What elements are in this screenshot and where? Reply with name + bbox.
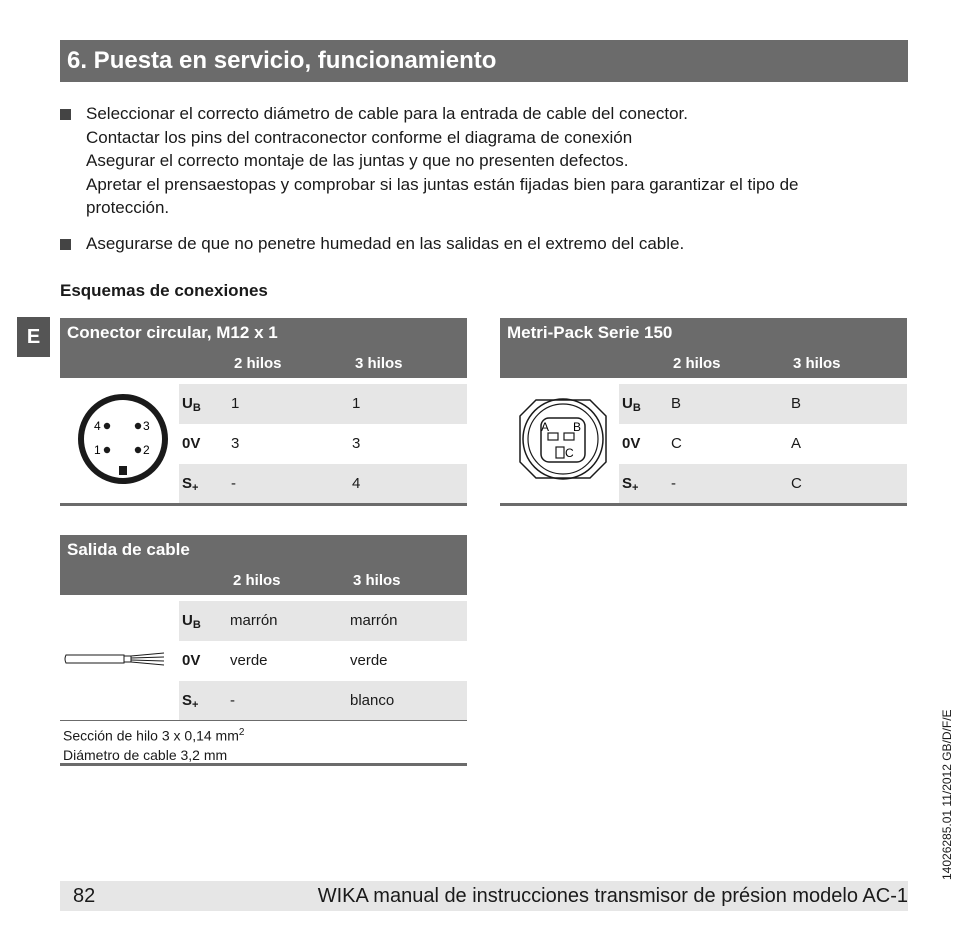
table-m12-connector — [60, 318, 467, 506]
table-row — [179, 464, 467, 504]
pin-label: 1 — [94, 443, 101, 457]
value-2-wires: - — [671, 475, 676, 492]
column-header-2-wires: 2 hilos — [233, 572, 281, 589]
pin-label: C — [565, 446, 574, 460]
table-row — [179, 681, 467, 721]
pin-4-dot — [104, 423, 110, 429]
value-3-wires: blanco — [350, 692, 395, 709]
table-header — [500, 318, 907, 378]
pin-2-dot — [135, 447, 141, 453]
column-header-3-wires: 3 hilos — [353, 572, 401, 589]
table-header — [60, 318, 467, 378]
value-2-wires: - — [230, 692, 235, 709]
table-bottom-rule — [60, 763, 467, 766]
cable-spec-note — [63, 723, 244, 765]
coding-key — [119, 466, 127, 475]
signal-symbol: $U_B$ — [182, 395, 201, 414]
cable-diagram — [64, 652, 168, 666]
table-cable-outlet — [60, 535, 467, 767]
value-3-wires: 3 — [352, 435, 361, 452]
table-metripack-connector — [500, 318, 907, 506]
footer-title: WIKA manual de instrucciones transmisor de présion modelo AC-1 — [317, 885, 908, 907]
column-header-2-wires: 2 hilos — [673, 355, 721, 372]
table-divider — [60, 720, 467, 721]
signal-symbol: 0V — [182, 435, 201, 452]
bullet-text — [86, 102, 886, 220]
document-id: 14026285.01 11/2012 GB/D/F/E — [940, 709, 954, 880]
pin-3-dot — [135, 423, 141, 429]
page-number: 82 — [73, 885, 96, 907]
table-row — [179, 641, 467, 681]
section-title: 6. Puesta en servicio, funcionamiento — [60, 40, 908, 82]
metripack-connector-diagram — [516, 396, 610, 482]
value-2-wires: B — [671, 395, 682, 412]
table-row — [179, 424, 467, 464]
bullet-item-2 — [60, 232, 890, 256]
table-title: Metri-Pack Serie 150 — [507, 323, 673, 342]
bullet-square-icon — [60, 109, 71, 120]
wire-section-line: Sección de hilo 3 x 0,14 $mm^2$ — [63, 727, 245, 744]
value-3-wires: A — [791, 435, 802, 452]
bullet-square-icon — [60, 239, 71, 250]
column-header-3-wires: 3 hilos — [793, 355, 841, 372]
table-row — [619, 384, 907, 424]
table-row — [619, 464, 907, 504]
value-2-wires: 1 — [231, 395, 240, 412]
bullet-line: Apretar el prensaestopas y comprobar si las juntas están fijadas bien para garantizar el tipo de — [86, 174, 799, 194]
signal-symbol: $S_+$ — [622, 475, 639, 494]
table-bottom-rule — [500, 503, 907, 506]
signal-symbol: $U_B$ — [182, 612, 201, 631]
value-2-wires: C — [671, 435, 682, 452]
table-row — [179, 601, 467, 641]
value-2-wires: 3 — [231, 435, 240, 452]
bullet-line: Asegurarse de que no penetre humedad en las salidas en el extremo del cable. — [86, 234, 685, 253]
signal-symbol: $S_+$ — [182, 475, 199, 494]
pin-label: 4 — [94, 419, 101, 433]
pin-1-dot — [104, 447, 110, 453]
pin-label: 2 — [143, 443, 150, 457]
m12-connector-diagram — [76, 392, 170, 486]
language-tab: E — [17, 317, 50, 357]
bullet-line: Seleccionar el correcto diámetro de cable para la entrada de cable del conector. — [86, 104, 688, 123]
value-3-wires: 4 — [352, 475, 361, 492]
signal-symbol: 0V — [182, 652, 201, 669]
value-2-wires: - — [231, 475, 236, 492]
cable-diameter-line: Diámetro de cable 3,2 mm — [63, 746, 228, 763]
table-row — [619, 424, 907, 464]
table-title: Conector circular, M12 x 1 — [67, 323, 278, 342]
value-2-wires: marrón — [230, 612, 278, 629]
signal-symbol: $S_+$ — [182, 692, 199, 711]
schemes-heading: Esquemas de conexiones — [60, 281, 268, 300]
bullet-line: protección. — [86, 198, 170, 218]
column-header-3-wires: 3 hilos — [355, 355, 403, 372]
table-row — [179, 384, 467, 424]
value-2-wires: verde — [230, 652, 268, 669]
bullet-item-1 — [60, 102, 890, 222]
pin-label: B — [573, 420, 582, 434]
value-3-wires: marrón — [350, 612, 398, 629]
value-3-wires: B — [791, 395, 802, 412]
signal-symbol: 0V — [622, 435, 641, 452]
bullet-line: Asegurar el correcto montaje de las juntas y que no presenten defectos. — [86, 151, 629, 171]
value-3-wires: 1 — [352, 395, 361, 412]
table-title: Salida de cable — [67, 540, 190, 559]
bullet-line: Contactar los pins del contraconector conforme el diagrama de conexión — [86, 127, 633, 147]
value-3-wires: C — [791, 475, 802, 492]
pin-label: A — [541, 420, 550, 434]
bullet-text — [86, 232, 886, 256]
column-header-2-wires: 2 hilos — [234, 355, 282, 372]
signal-symbol: $U_B$ — [622, 395, 641, 414]
table-bottom-rule — [60, 503, 467, 506]
table-header — [60, 535, 467, 595]
value-3-wires: verde — [350, 652, 388, 669]
pin-label: 3 — [143, 419, 150, 433]
